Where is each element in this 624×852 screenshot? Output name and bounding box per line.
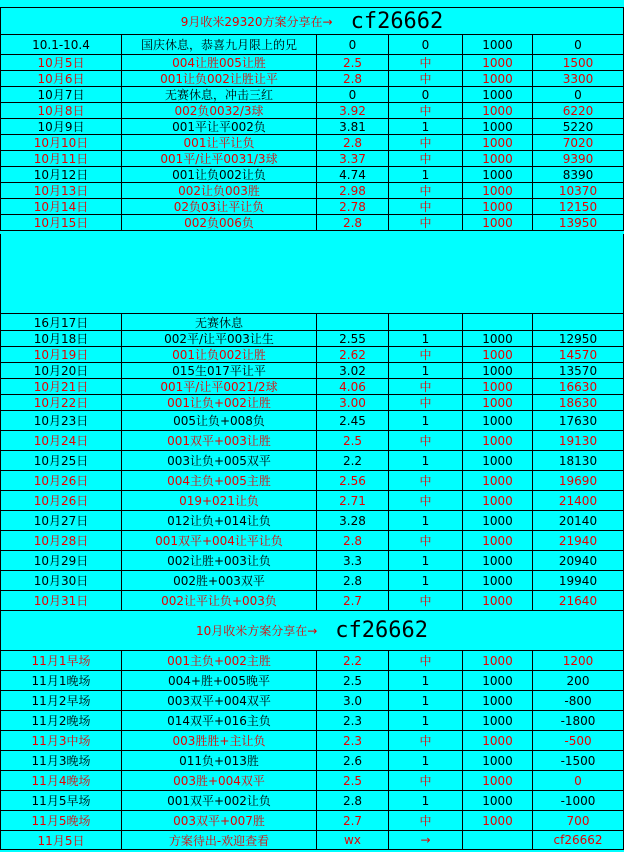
total-cell: 12150 [533,199,624,215]
plan-cell: 004+胜+005晚平 [122,671,317,691]
stake-cell: 1000 [463,451,533,471]
total-cell: 1500 [533,55,624,71]
october-banner [0,611,624,651]
plan-cell: 002平/让平003让生 [122,331,317,347]
odds-cell: 2.2 [317,651,389,671]
odds-cell: 3.3 [317,551,389,571]
september-banner-text: 9月收米29320方案分享在→ [180,14,333,29]
result-cell: 1 [389,791,463,811]
table-row [0,531,624,551]
plan-cell: 003双平+004双平 [122,691,317,711]
table-row [0,691,624,711]
date-cell: 10月27日 [0,511,122,531]
odds-cell: 2.2 [317,451,389,471]
result-cell: → [389,831,463,850]
table-row [0,151,624,167]
date-cell: 11月5早场 [0,791,122,811]
stake-cell: 1000 [463,71,533,87]
result-cell: 中 [389,199,463,215]
odds-cell: 2.62 [317,347,389,363]
odds-cell: 4.06 [317,379,389,395]
stake-cell: 1000 [463,35,533,55]
odds-cell: 3.92 [317,103,389,119]
odds-cell: 2.3 [317,731,389,751]
stake-cell: 1000 [463,591,533,611]
stake-cell: 1000 [463,511,533,531]
date-cell: 10月13日 [0,183,122,199]
table-row [0,551,624,571]
result-cell: 1 [389,363,463,379]
date-cell: 10月22日 [0,395,122,411]
plan-cell: 002胜+003双平 [122,571,317,591]
plan-cell: 004让胜005让胜 [122,55,317,71]
total-cell: 6220 [533,103,624,119]
plan-cell: 014双平+016主负 [122,711,317,731]
date-cell: 10月15日 [0,215,122,231]
result-cell: 1 [389,691,463,711]
plan-cell: 001双平+004让平让负 [122,531,317,551]
plan-cell: 001让负002让胜 [122,347,317,363]
plan-cell: 003胜胜+主让负 [122,731,317,751]
plan-cell: 002让平让负+003负 [122,591,317,611]
total-cell: -800 [533,691,624,711]
table-row [0,831,624,850]
odds-cell: 2.56 [317,471,389,491]
result-cell: 1 [389,571,463,591]
result-cell: 中 [389,103,463,119]
table-row [0,771,624,791]
date-cell: 11月2早场 [0,691,122,711]
odds-cell: 2.8 [317,215,389,231]
plan-cell: 02负03让平让负 [122,199,317,215]
plan-cell: 无赛休息 [122,314,317,331]
plan-cell: 001让平让负 [122,135,317,151]
odds-cell: 2.55 [317,331,389,347]
table-row [0,431,624,451]
total-cell: 21400 [533,491,624,511]
result-cell: 1 [389,551,463,571]
odds-cell: 3.28 [317,511,389,531]
stake-cell: 1000 [463,363,533,379]
stake-cell: 1000 [463,671,533,691]
result-cell: 1 [389,451,463,471]
table-row [0,395,624,411]
result-cell: 1 [389,119,463,135]
total-cell: cf26662 [533,831,624,850]
stake-cell: 1000 [463,151,533,167]
stake-cell: 1000 [463,135,533,151]
total-cell [533,314,624,331]
total-cell: 20940 [533,551,624,571]
odds-cell: 2.8 [317,71,389,87]
table-row [0,55,624,71]
total-cell: 13950 [533,215,624,231]
odds-cell: 3.81 [317,119,389,135]
total-cell: 0 [533,87,624,103]
date-cell: 10.1-10.4 [0,35,122,55]
table-row [0,511,624,531]
date-cell: 10月8日 [0,103,122,119]
table-row [0,167,624,183]
stake-cell [463,831,533,850]
date-cell: 10月26日 [0,491,122,511]
total-cell: -1000 [533,791,624,811]
total-cell: 1200 [533,651,624,671]
plan-cell: 无赛休息，冲击三红 [122,87,317,103]
total-cell: 21640 [533,591,624,611]
result-cell: 1 [389,411,463,431]
total-cell: 700 [533,811,624,831]
result-cell: 中 [389,811,463,831]
total-cell: -1500 [533,751,624,771]
stake-cell: 1000 [463,331,533,347]
result-cell: 中 [389,471,463,491]
stake-cell: 1000 [463,215,533,231]
odds-cell: 2.98 [317,183,389,199]
table-row [0,87,624,103]
date-cell: 11月3中场 [0,731,122,751]
table-row [0,411,624,431]
stake-cell: 1000 [463,551,533,571]
plan-cell: 002负006负 [122,215,317,231]
date-cell: 10月21日 [0,379,122,395]
plan-cell: 002让胜+003让负 [122,551,317,571]
table-row [0,135,624,151]
result-cell: 中 [389,731,463,751]
odds-cell: 4.74 [317,167,389,183]
date-cell: 10月30日 [0,571,122,591]
odds-cell: 2.71 [317,491,389,511]
odds-cell: 2.5 [317,55,389,71]
total-cell: 18130 [533,451,624,471]
odds-cell: 2.8 [317,791,389,811]
result-cell: 中 [389,591,463,611]
table-row [0,119,624,135]
result-cell: 中 [389,379,463,395]
plan-cell: 001主负+002主胜 [122,651,317,671]
stake-cell: 1000 [463,167,533,183]
odds-cell: 2.7 [317,591,389,611]
result-cell: 1 [389,711,463,731]
stake-cell: 1000 [463,55,533,71]
result-cell: 中 [389,135,463,151]
result-cell: 中 [389,71,463,87]
total-cell: 19690 [533,471,624,491]
plan-cell: 方案待出-欢迎查看 [122,831,317,850]
date-cell: 10月24日 [0,431,122,451]
plan-cell: 003胜+004双平 [122,771,317,791]
stake-cell: 1000 [463,571,533,591]
odds-cell: 2.3 [317,711,389,731]
table-row [0,591,624,611]
date-cell: 10月31日 [0,591,122,611]
date-cell: 11月5晚场 [0,811,122,831]
date-cell: 10月23日 [0,411,122,431]
result-cell [389,314,463,331]
total-cell: 12950 [533,331,624,347]
total-cell: 16630 [533,379,624,395]
odds-cell: 0 [317,35,389,55]
table-row [0,451,624,471]
date-cell: 11月4晚场 [0,771,122,791]
total-cell: 10370 [533,183,624,199]
stake-cell: 1000 [463,379,533,395]
date-cell: 10月10日 [0,135,122,151]
date-cell: 10月6日 [0,71,122,87]
odds-cell: 3.00 [317,395,389,411]
september-banner [0,7,624,35]
date-cell: 10月5日 [0,55,122,71]
table-row [0,331,624,347]
table-row [0,215,624,231]
table-row [0,363,624,379]
date-cell: 10月14日 [0,199,122,215]
plan-cell: 001平/让平0021/2球 [122,379,317,395]
date-cell: 10月9日 [0,119,122,135]
stake-cell: 1000 [463,471,533,491]
stake-cell: 1000 [463,691,533,711]
plan-cell: 001让负002让负 [122,167,317,183]
plan-cell: 012让负+014让负 [122,511,317,531]
odds-cell: 3.37 [317,151,389,167]
table-row [0,471,624,491]
stake-cell: 1000 [463,731,533,751]
total-cell: 0 [533,35,624,55]
blank-gap [0,234,624,314]
result-cell: 1 [389,511,463,531]
date-cell: 10月29日 [0,551,122,571]
total-cell: 17630 [533,411,624,431]
plan-cell: 003双平+007胜 [122,811,317,831]
stake-cell: 1000 [463,103,533,119]
stake-cell: 1000 [463,651,533,671]
total-cell: 13570 [533,363,624,379]
result-cell: 中 [389,491,463,511]
stake-cell: 1000 [463,791,533,811]
stake-cell: 1000 [463,531,533,551]
result-cell: 0 [389,35,463,55]
date-cell: 11月5日 [0,831,122,850]
stake-cell: 1000 [463,771,533,791]
table-row [0,671,624,691]
date-cell: 10月7日 [0,87,122,103]
stake-cell: 1000 [463,411,533,431]
table-row [0,811,624,831]
stake-cell: 1000 [463,347,533,363]
stake-cell: 1000 [463,751,533,771]
odds-cell [317,314,389,331]
stake-cell: 1000 [463,87,533,103]
table-row [0,347,624,363]
date-cell: 10月25日 [0,451,122,471]
stake-cell: 1000 [463,711,533,731]
date-cell: 10月19日 [0,347,122,363]
result-cell: 中 [389,531,463,551]
stake-cell [463,314,533,331]
date-cell: 10月20日 [0,363,122,379]
total-cell: 8390 [533,167,624,183]
stake-cell: 1000 [463,183,533,199]
odds-cell: 2.45 [317,411,389,431]
plan-cell: 005让负+008负 [122,411,317,431]
odds-cell: 2.8 [317,531,389,551]
odds-cell: 3.0 [317,691,389,711]
odds-cell: 0 [317,87,389,103]
odds-cell: 2.6 [317,751,389,771]
september-banner-code: cf26662 [350,8,444,34]
plan-cell: 国庆休息，恭喜九月限上的兄 [122,35,317,55]
total-cell: 21940 [533,531,624,551]
odds-cell: 3.02 [317,363,389,379]
table-row [0,314,624,331]
stake-cell: 1000 [463,395,533,411]
stake-cell: 1000 [463,431,533,451]
table-row [0,571,624,591]
total-cell: 19940 [533,571,624,591]
result-cell: 中 [389,651,463,671]
date-cell: 11月3晚场 [0,751,122,771]
odds-cell: 2.8 [317,571,389,591]
result-cell: 1 [389,167,463,183]
plan-cell: 001让负002让胜让平 [122,71,317,87]
table-row [0,35,624,55]
stake-cell: 1000 [463,119,533,135]
date-cell: 10月11日 [0,151,122,167]
total-cell: 0 [533,771,624,791]
october-banner-text: 10月收米方案分享在→ [195,624,318,638]
plan-cell: 015生017平让平 [122,363,317,379]
odds-cell: 2.78 [317,199,389,215]
plan-cell: 001平让平002负 [122,119,317,135]
total-cell: 19130 [533,431,624,451]
odds-cell: 2.8 [317,135,389,151]
stake-cell: 1000 [463,811,533,831]
result-cell: 中 [389,431,463,451]
total-cell: 18630 [533,395,624,411]
table-row [0,711,624,731]
stake-cell: 1000 [463,199,533,215]
stake-cell: 1000 [463,491,533,511]
table-row [0,751,624,771]
total-cell: -1800 [533,711,624,731]
plan-cell: 001平/让平0031/3球 [122,151,317,167]
result-cell: 中 [389,215,463,231]
total-cell: 9390 [533,151,624,167]
odds-cell: 2.5 [317,771,389,791]
plan-cell: 011负+013胜 [122,751,317,771]
total-cell: -500 [533,731,624,751]
date-cell: 10月18日 [0,331,122,347]
table-row [0,491,624,511]
date-cell: 16月17日 [0,314,122,331]
odds-cell: 2.5 [317,431,389,451]
result-cell: 中 [389,183,463,199]
total-cell: 200 [533,671,624,691]
plan-cell: 002让负003胜 [122,183,317,199]
plan-cell: 001让负+002让胜 [122,395,317,411]
october-banner-code: cf26662 [335,618,429,643]
result-cell: 0 [389,87,463,103]
total-cell: 5220 [533,119,624,135]
plan-cell: 004主负+005主胜 [122,471,317,491]
total-cell: 20140 [533,511,624,531]
table-row [0,731,624,751]
odds-cell: wx [317,831,389,850]
total-cell: 7020 [533,135,624,151]
total-cell: 14570 [533,347,624,363]
table-row [0,103,624,119]
date-cell: 10月26日 [0,471,122,491]
table-row [0,651,624,671]
result-cell: 中 [389,395,463,411]
plan-cell: 003让负+005双平 [122,451,317,471]
table-row [0,199,624,215]
result-cell: 1 [389,331,463,347]
table-row [0,791,624,811]
odds-cell: 2.5 [317,671,389,691]
odds-cell: 2.7 [317,811,389,831]
plan-cell: 002负0032/3球 [122,103,317,119]
table-row [0,379,624,395]
plan-cell: 001双平+002让负 [122,791,317,811]
table-row [0,71,624,87]
plan-cell: 001双平+003让胜 [122,431,317,451]
table-row [0,183,624,199]
plan-cell: 019+021让负 [122,491,317,511]
result-cell: 1 [389,751,463,771]
date-cell: 11月2晚场 [0,711,122,731]
date-cell: 11月1晚场 [0,671,122,691]
result-cell: 中 [389,55,463,71]
result-cell: 中 [389,771,463,791]
result-cell: 中 [389,151,463,167]
result-cell: 中 [389,347,463,363]
date-cell: 10月28日 [0,531,122,551]
result-cell: 1 [389,671,463,691]
date-cell: 10月12日 [0,167,122,183]
date-cell: 11月1早场 [0,651,122,671]
total-cell: 3300 [533,71,624,87]
